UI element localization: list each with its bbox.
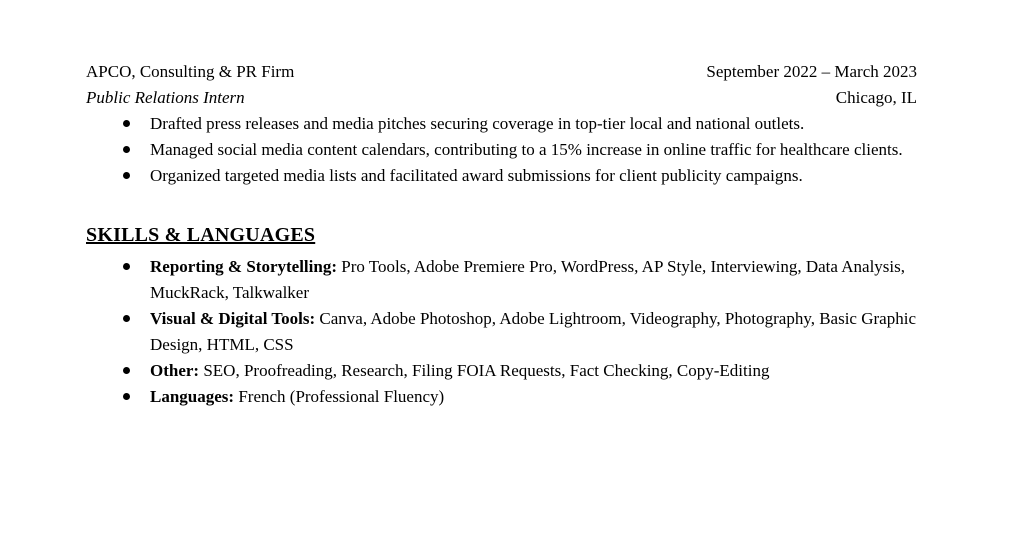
experience-bullet-list	[86, 111, 935, 189]
company-name: APCO, Consulting & PR Firm	[86, 62, 295, 81]
skill-category-values: Pro Tools, Adobe Premiere Pro, WordPress, AP Style, Interviewing, Data Analysis, MuckRack, Talkwalker	[150, 257, 905, 302]
experience-location: Chicago, IL	[835, 88, 917, 107]
skill-category-label: Other:	[150, 361, 200, 380]
skill-item	[150, 254, 935, 306]
section-heading-skills-languages: SKILLS & LANGUAGES	[86, 224, 316, 246]
job-title: Public Relations Intern	[86, 88, 245, 107]
skill-category-values: Canva, Adobe Photoshop, Adobe Lightroom, Videography, Photography, Basic Graphic Design, HTML, CSS	[150, 309, 916, 354]
experience-bullet: Managed social media content calendars, contributing to a 15% increase in online traffic for healthcare clients.	[150, 137, 935, 163]
skill-category-values: French (Professional Fluency)	[238, 387, 445, 406]
skill-category-label: Visual & Digital Tools:	[150, 309, 316, 328]
skill-category-values: SEO, Proofreading, Research, Filing FOIA Requests, Fact Checking, Copy-Editing	[203, 361, 770, 380]
skill-item	[150, 384, 935, 410]
skills-bullet-list	[86, 254, 935, 410]
experience-dates: September 2022 – March 2023	[706, 62, 917, 81]
skill-category-label: Languages:	[150, 387, 235, 406]
skill-item	[150, 358, 935, 384]
experience-subheader-row	[86, 85, 935, 111]
experience-bullet: Organized targeted media lists and facilitated award submissions for client publicity campaigns.	[150, 163, 935, 189]
skill-item	[150, 306, 935, 358]
skill-category-label: Reporting & Storytelling:	[150, 257, 337, 276]
experience-bullet: Drafted press releases and media pitches securing coverage in top-tier local and national outlets.	[150, 111, 935, 137]
experience-header-row	[86, 59, 935, 85]
